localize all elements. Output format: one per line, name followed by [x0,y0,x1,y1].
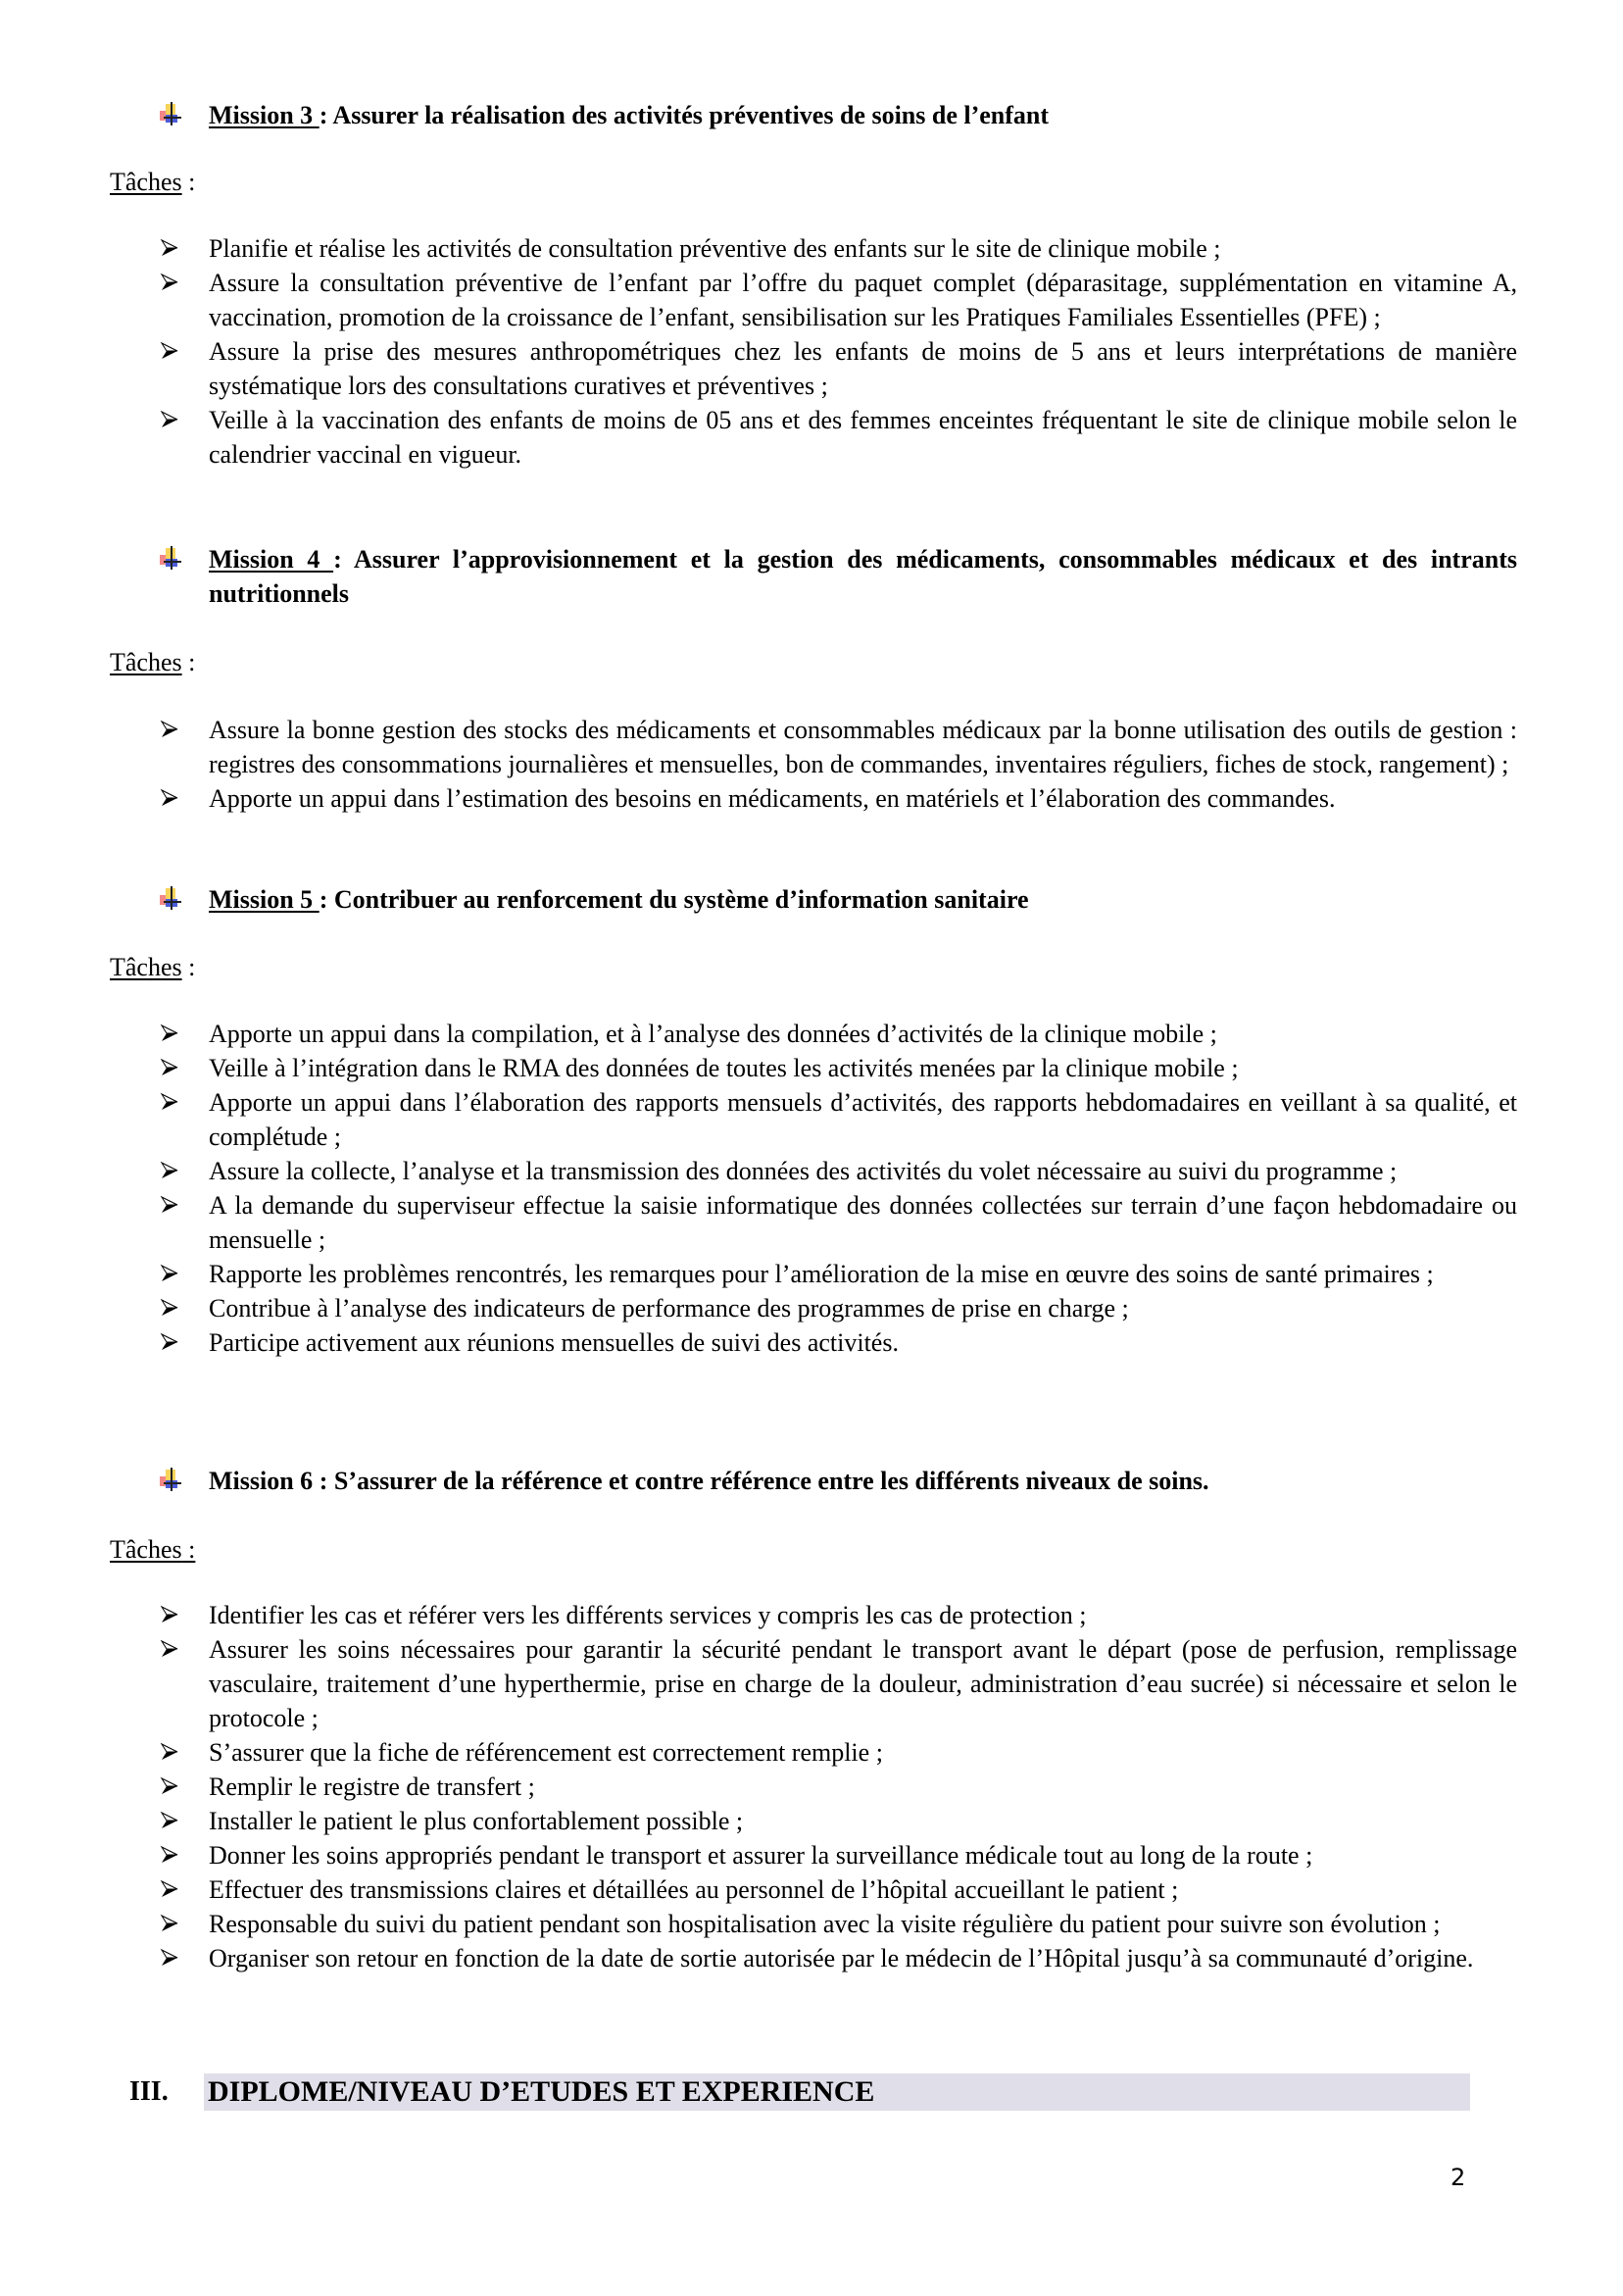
task-item: Planifie et réalise les activités de consultation préventive des enfants sur le site de clinique mobile ; [160,231,1517,266]
task-item: Apporte un appui dans la compilation, et à l’analyse des données d’activités de la clinique mobile ; [160,1017,1517,1051]
task-item: Identifier les cas et référer vers les différents services y compris les cas de protection ; [160,1598,1517,1632]
task-item: S’assurer que la fiche de référencement est correctement remplie ; [160,1735,1517,1770]
arrow-bullet-icon [160,1804,179,1838]
arrow-bullet-icon [160,1770,179,1804]
task-item: Assure la bonne gestion des stocks des médicaments et consommables médicaux par la bonne utilisation des outils de gestion : registres des consommations journalières et mensuelles, bon de commandes, inventaires réguliers, fiches de stock, rangement) ; [160,713,1517,781]
mission-bullet-icon [160,1470,181,1491]
mission-label: Mission 4 [209,545,334,574]
arrow-bullet-icon [160,1872,179,1907]
arrow-bullet-icon [160,1085,179,1120]
section-number: III. [129,2076,169,2107]
mission-4-task-list [160,713,1517,816]
section-title: DIPLOME/NIVEAU D’ETUDES ET EXPERIENCE [208,2075,875,2108]
task-item: Assure la collecte, l’analyse et la transmission des données des activités du volet nécessaire au suivi du programme ; [160,1154,1517,1188]
mission-title: S’assurer de la référence et contre référence entre les différents niveaux de soins. [333,1467,1209,1495]
mission-3-task-list [160,231,1517,472]
task-item: Participe activement aux réunions mensuelles de suivi des activités. [160,1325,1517,1360]
task-item: Apporte un appui dans l’élaboration des rapports mensuels d’activités, des rapports hebdomadaires en veillant à sa qualité, et complétude ; [160,1085,1517,1154]
tasks-label: Tâches : [110,168,196,196]
mission-5-heading: Mission 5 : Contribuer au renforcement du système d’information sanitaire [160,882,1517,917]
task-item: Organiser son retour en fonction de la date de sortie autorisée par le médecin de l’Hôpital jusqu’à sa communauté d’origine. [160,1941,1517,1975]
task-item: Assure la prise des mesures anthropométriques chez les enfants de moins de 5 ans et leurs interprétations de manière systématique lors des consultations curatives et préventives ; [160,334,1517,403]
task-item: Assure la consultation préventive de l’enfant par l’offre du paquet complet (déparasitage, supplémentation en vitamine A, vaccination, promotion de la croissance de l’enfant, sensibilisation sur les Pratiques Familiales Essentielles (PFE) ; [160,266,1517,334]
arrow-bullet-icon [160,1598,179,1632]
arrow-bullet-icon [160,1907,179,1941]
mission-6-task-list [160,1598,1517,1975]
mission-title: Assurer l’approvisionnement et la gestion des médicaments, consommables médicaux et des intrants nutritionnels [209,545,1517,608]
mission-title: Contribuer au renforcement du système d’information sanitaire [333,885,1029,914]
arrow-bullet-icon [160,1291,179,1325]
task-item: Contribue à l’analyse des indicateurs de performance des programmes de prise en charge ; [160,1291,1517,1325]
mission-label: Mission 6 [209,1467,314,1495]
task-item: Effectuer des transmissions claires et détaillées au personnel de l’hôpital accueillant le patient ; [160,1872,1517,1907]
task-item: Installer le patient le plus confortablement possible ; [160,1804,1517,1838]
mission-bullet-icon [160,888,181,910]
arrow-bullet-icon [160,1188,179,1223]
arrow-bullet-icon [160,1735,179,1770]
arrow-bullet-icon [160,334,179,369]
task-item: Donner les soins appropriés pendant le transport et assurer la surveillance médicale tout au long de la route ; [160,1838,1517,1872]
arrow-bullet-icon [160,1632,179,1667]
task-item: Apporte un appui dans l’estimation des besoins en médicaments, en matériels et l’élaboration des commandes. [160,781,1517,816]
arrow-bullet-icon [160,1941,179,1975]
task-item: Remplir le registre de transfert ; [160,1770,1517,1804]
mission-6-heading: Mission 6 : S’assurer de la référence et contre référence entre les différents niveaux de soins. [160,1464,1517,1498]
task-item: Responsable du suivi du patient pendant son hospitalisation avec la visite régulière du patient pour suivre son évolution ; [160,1907,1517,1941]
tasks-label: Tâches : [110,1535,196,1564]
arrow-bullet-icon [160,781,179,816]
task-item: Rapporte les problèmes rencontrés, les remarques pour l’amélioration de la mise en œuvre des soins de santé primaires ; [160,1257,1517,1291]
mission-bullet-icon [160,104,181,125]
section-heading [129,2073,1470,2111]
mission-5-task-list [160,1017,1517,1360]
arrow-bullet-icon [160,1325,179,1360]
arrow-bullet-icon [160,1051,179,1085]
arrow-bullet-icon [160,231,179,266]
page-number: 2 [1451,2164,1466,2191]
mission-3-heading: Mission 3 : Assurer la réalisation des activités préventives de soins de l’enfant [160,98,1517,132]
mission-title: Assurer la réalisation des activités préventives de soins de l’enfant [332,101,1050,129]
mission-label: Mission 5 [209,885,320,914]
arrow-bullet-icon [160,1257,179,1291]
arrow-bullet-icon [160,713,179,747]
tasks-label: Tâches : [110,953,196,981]
arrow-bullet-icon [160,403,179,437]
task-item: Veille à l’intégration dans le RMA des données de toutes les activités menées par la clinique mobile ; [160,1051,1517,1085]
arrow-bullet-icon [160,1838,179,1872]
tasks-label: Tâches : [110,648,196,676]
arrow-bullet-icon [160,266,179,300]
arrow-bullet-icon [160,1017,179,1051]
task-item: Assurer les soins nécessaires pour garantir la sécurité pendant le transport avant le départ (pose de perfusion, remplissage vasculaire, traitement d’une hyperthermie, prise en charge de la douleur, administration d’eau sucrée) si nécessaire et selon le protocole ; [160,1632,1517,1735]
task-item: A la demande du superviseur effectue la saisie informatique des données collectées sur terrain d’une façon hebdomadaire ou mensuelle ; [160,1188,1517,1257]
task-item: Veille à la vaccination des enfants de moins de 05 ans et des femmes enceintes fréquentant le site de clinique mobile selon le calendrier vaccinal en vigueur. [160,403,1517,472]
mission-4-heading: Mission 4 : Assurer l’approvisionnement et la gestion des médicaments, consommables médicaux et des intrants nutritionnels [160,542,1517,611]
mission-bullet-icon [160,548,181,570]
arrow-bullet-icon [160,1154,179,1188]
mission-label: Mission 3 [209,101,320,129]
